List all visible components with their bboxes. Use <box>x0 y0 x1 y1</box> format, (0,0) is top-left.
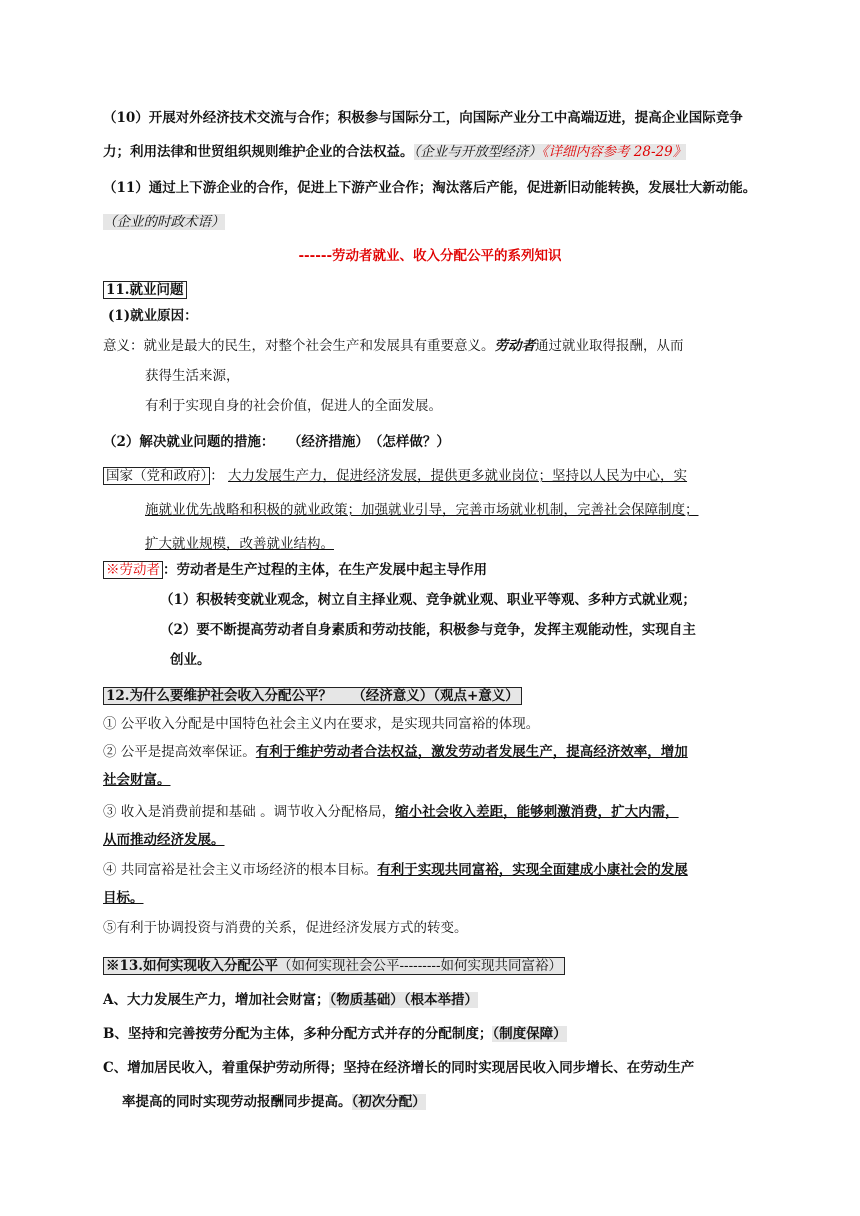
s12-item4-line2: 目标。 <box>103 890 144 906</box>
s11-meaning-line3: 有利于实现自身的社会价值，促进人的全面发展。 <box>145 398 442 414</box>
s12-heading: 12.为什么要维护社会收入分配公平？ （经济意义）（观点+意义） <box>103 687 522 705</box>
s13-heading-line <box>103 956 565 976</box>
s12-item4-pre: ④ 共同富裕是社会主义市场经济的根本目标。 <box>103 862 378 878</box>
s13-heading-bold: ※13.如何实现收入分配公平 <box>106 958 278 974</box>
s13-item-c-tag: （初次分配） <box>351 1094 426 1110</box>
s11-meaning-post: 通过就业取得报酬，从而 <box>535 338 684 354</box>
s13-heading <box>103 957 565 975</box>
s12-item2-bold: 有利于维护劳动者合法权益，激发劳动者发展生产，提高经济效率，增加 <box>255 744 688 760</box>
s12-item2-line2: 社会财富。 <box>103 772 171 788</box>
s13-heading-rest: （如何实现社会公平---------如何实现共同富裕） <box>278 958 563 974</box>
s13-item-a-tag: （物质基础）（根本举措） <box>329 992 478 1008</box>
s11-state-line2: 施就业优先战略和积极的就业政策；加强就业引导，完善市场就业机制，完善社会保障制度； <box>145 502 699 518</box>
s11-worker-item2a: （2）要不断提高劳动者自身素质和劳动技能，积极参与竞争，发挥主观能动性，实现自主 <box>160 622 696 638</box>
p11-line2 <box>103 212 225 232</box>
s11-meaning-line2: 获得生活来源， <box>145 368 240 384</box>
s12-item2-pre: ② 公平是提高效率保证。 <box>103 744 256 760</box>
p10-line2 <box>103 142 686 162</box>
s11-worker-text: ：劳动者是生产过程的主体，在生产发展中起主导作用 <box>163 562 487 578</box>
s13-item-b-tag: （制度保障） <box>492 1026 567 1042</box>
s12-item1: ① 公平收入分配是中国特色社会主义内在要求，是实现共同富裕的体现。 <box>103 716 540 732</box>
s11-meaning-pre: 意义：就业是最大的民生，对整个社会生产和发展具有重要意义。 <box>103 338 495 354</box>
s11-meaning-worker: 劳动者 <box>494 338 535 354</box>
s13-item-a <box>103 990 478 1010</box>
s11-worker-item2b: 创业。 <box>170 652 211 668</box>
s12-item3-pre: ③ 收入是消费前提和基础 。调节收入分配格局， <box>103 804 396 820</box>
s11-worker-line <box>103 560 487 580</box>
s11-heading-line <box>103 280 187 300</box>
s11-state-text1: 大力发展生产力，促进经济发展，提供更多就业岗位；坚持以人民为中心，实 <box>228 468 688 484</box>
s11-state-line3: 扩大就业规模，改善就业结构。 <box>145 536 334 552</box>
s13-item-c-line2 <box>122 1092 426 1112</box>
s12-item5: ⑤有利于协调投资与消费的关系，促进经济发展方式的转变。 <box>103 920 468 936</box>
p10-line1: （10）开展对外经济技术交流与合作；积极参与国际分工，向国际产业分工中高端迈进，提高企业国际竞争 <box>103 110 743 126</box>
p10-line2-text: 力；利用法律和世贸组织规则维护企业的合法权益。 <box>103 144 414 160</box>
s13-item-c-text2: 率提高的同时实现劳动报酬同步提高。 <box>122 1094 352 1110</box>
s12-item4-bold: 有利于实现共同富裕，实现全面建成小康社会的发展 <box>377 862 688 878</box>
s11-sub2: （2）解决就业问题的措施： （经济措施） （怎样做？） <box>103 434 450 450</box>
s13-item-a-text: A、大力发展生产力，增加社会财富； <box>103 992 330 1008</box>
s11-state-line1: 国家（党和政府） ： 大力发展生产力，促进经济发展，提供更多就业岗位；坚持以人民为中心，实 <box>103 466 687 486</box>
s11-meaning-line1 <box>103 336 684 356</box>
p11-line1: （11）通过上下游企业的合作，促进上下游产业合作；淘汰落后产能，促进新旧动能转换，发展壮大新动能。 <box>103 180 757 196</box>
s11-worker-label: ※劳动者 <box>103 561 163 579</box>
section-title: ------劳动者就业、收入分配公平的系列知识 <box>298 248 562 264</box>
s12-heading-line <box>103 686 522 706</box>
s12-item3 <box>103 802 679 822</box>
p10-ref-1: （企业与开放型经济） <box>413 144 542 160</box>
s13-item-b-text: B、坚持和完善按劳分配为主体，多种分配方式并存的分配制度； <box>103 1026 493 1042</box>
s12-item3-bold: 缩小社会收入差距，能够刺激消费，扩大内需， <box>395 804 679 820</box>
s13-item-b <box>103 1024 567 1044</box>
s11-state-label: 国家（党和政府） <box>103 467 210 485</box>
s11-heading: 11.就业问题 <box>103 281 187 299</box>
p10-ref-2: 《详细内容参考 28-29》 <box>541 144 687 160</box>
s11-sub1: (1)就业原因： <box>108 308 198 324</box>
s13-item-c-line1: C、增加居民收入，着重保护劳动所得；坚持在经济增长的同时实现居民收入同步增长、在劳动生产 <box>103 1060 695 1076</box>
s12-item4 <box>103 860 688 880</box>
p11-ref: （企业的时政术语） <box>103 214 225 230</box>
s11-worker-item1: （1）积极转变就业观念，树立自主择业观、竞争就业观、职业平等观、多种方式就业观； <box>160 592 696 608</box>
s12-item2 <box>103 742 688 762</box>
s12-item3-line2: 从而推动经济发展。 <box>103 832 225 848</box>
